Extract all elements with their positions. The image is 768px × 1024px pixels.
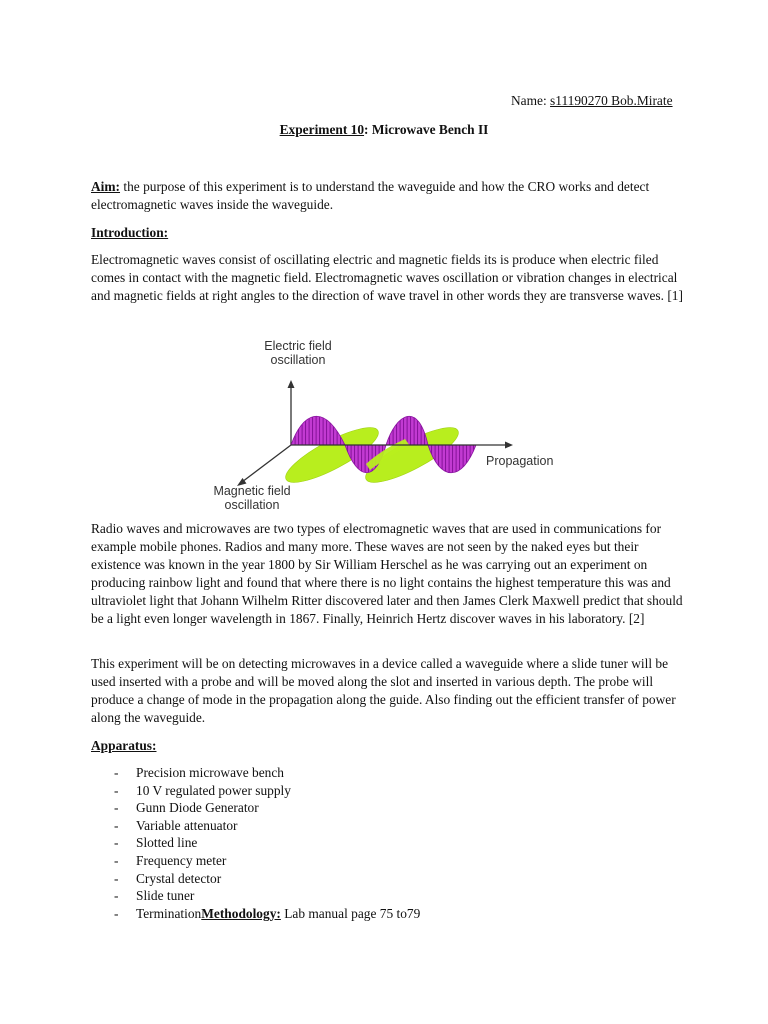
list-item [91, 905, 420, 923]
list-dash: - [114, 782, 119, 798]
page-title [0, 121, 768, 139]
list-item-text: Termination [136, 905, 202, 921]
name-value: s11190270 Bob.Mirate [550, 93, 673, 108]
aim-section [91, 178, 691, 214]
name-label: Name: [511, 93, 551, 108]
list-item [91, 887, 420, 905]
apparatus-list [91, 764, 420, 922]
list-dash: - [114, 905, 119, 921]
introduction-paragraph-2 [91, 520, 691, 628]
student-name-line [511, 92, 673, 110]
methodology-label: Methodology: [201, 905, 281, 921]
magnetic-field-label-line1: Magnetic field [213, 484, 291, 498]
list-item [91, 817, 420, 835]
list-dash: - [114, 835, 119, 851]
electric-field-label [252, 339, 344, 367]
apparatus-heading: Apparatus: [91, 738, 157, 753]
list-dash: - [114, 765, 119, 780]
list-item [91, 834, 420, 852]
introduction-heading: Introduction: [91, 225, 169, 240]
list-dash: - [114, 870, 119, 886]
list-item-text: Frequency meter [136, 852, 227, 868]
list-dash: - [114, 888, 119, 904]
list-dash: - [114, 852, 119, 868]
experiment-title: : Microwave Bench II [364, 122, 489, 137]
list-item-text: Crystal detector [136, 870, 222, 886]
propagation-label: Propagation [486, 454, 554, 468]
em-wave-figure [200, 332, 570, 514]
paragraph-text: Electromagnetic waves consist of oscillating electric and magnetic fields its is produce when electric filed comes in contact with the magnetic field. Electromagnetic waves oscillation or vibration changes in electrical and magnetic fields at right angles to the direction of wave travel in other words they are transverse waves. [1] [91, 252, 683, 303]
magnetic-field-label [200, 484, 304, 512]
magnetic-axis [242, 445, 291, 482]
list-item [91, 782, 420, 800]
list-dash: - [114, 817, 119, 833]
list-dash: - [114, 800, 119, 816]
electric-axis-arrow [288, 380, 295, 388]
list-item-text: Slide tuner [136, 888, 195, 904]
list-item [91, 764, 420, 782]
list-item-text: Precision microwave bench [136, 765, 284, 780]
list-item [91, 852, 420, 870]
paragraph-text: Radio waves and microwaves are two types of electromagnetic waves that are used in communications for example mobile phones. Radios and many more. These waves are not seen by the naked eyes but their existence was known in the year 1800 by Sir William Herschel as he was carrying out an experiment on producing rainbow light and found that where there is no light contains the highest temperature this was and ultraviolet light that Johann Wilhelm Ritter discovered later and then James Clerk Maxwell predict that should be a light even longer wavelength in 1867. Finally, Heinrich Hertz discover waves in his laboratory. [2] [91, 521, 683, 626]
list-item [91, 799, 420, 817]
aim-text: the purpose of this experiment is to understand the waveguide and how the CRO works and detect electromagnetic waves inside the waveguide. [91, 179, 650, 212]
electric-field-label-line1: Electric field [264, 339, 332, 353]
magnetic-field-label-line2: oscillation [224, 498, 280, 512]
list-item-text: Gunn Diode Generator [136, 800, 259, 816]
list-item-text: Variable attenuator [136, 817, 238, 833]
experiment-number: Experiment 10 [279, 122, 365, 137]
introduction-paragraph-3 [91, 655, 691, 727]
list-item [91, 870, 420, 888]
electric-field-label-line2: oscillation [270, 353, 326, 367]
paragraph-text: This experiment will be on detecting microwaves in a device called a waveguide where a slide tuner will be used inserted with a probe and will be moved along the slot and inserted in various depth. The probe will produce a change of mode in the propagation along the guide. Also finding out the efficient transfer of power along the waveguide. [91, 656, 676, 725]
list-item-text: Slotted line [136, 835, 198, 851]
list-item-text: 10 V regulated power supply [136, 782, 291, 798]
introduction-paragraph-1 [91, 251, 691, 305]
propagation-axis-arrow [505, 442, 513, 449]
methodology-text: Lab manual page 75 to79 [280, 905, 421, 921]
aim-label: Aim: [91, 179, 121, 194]
